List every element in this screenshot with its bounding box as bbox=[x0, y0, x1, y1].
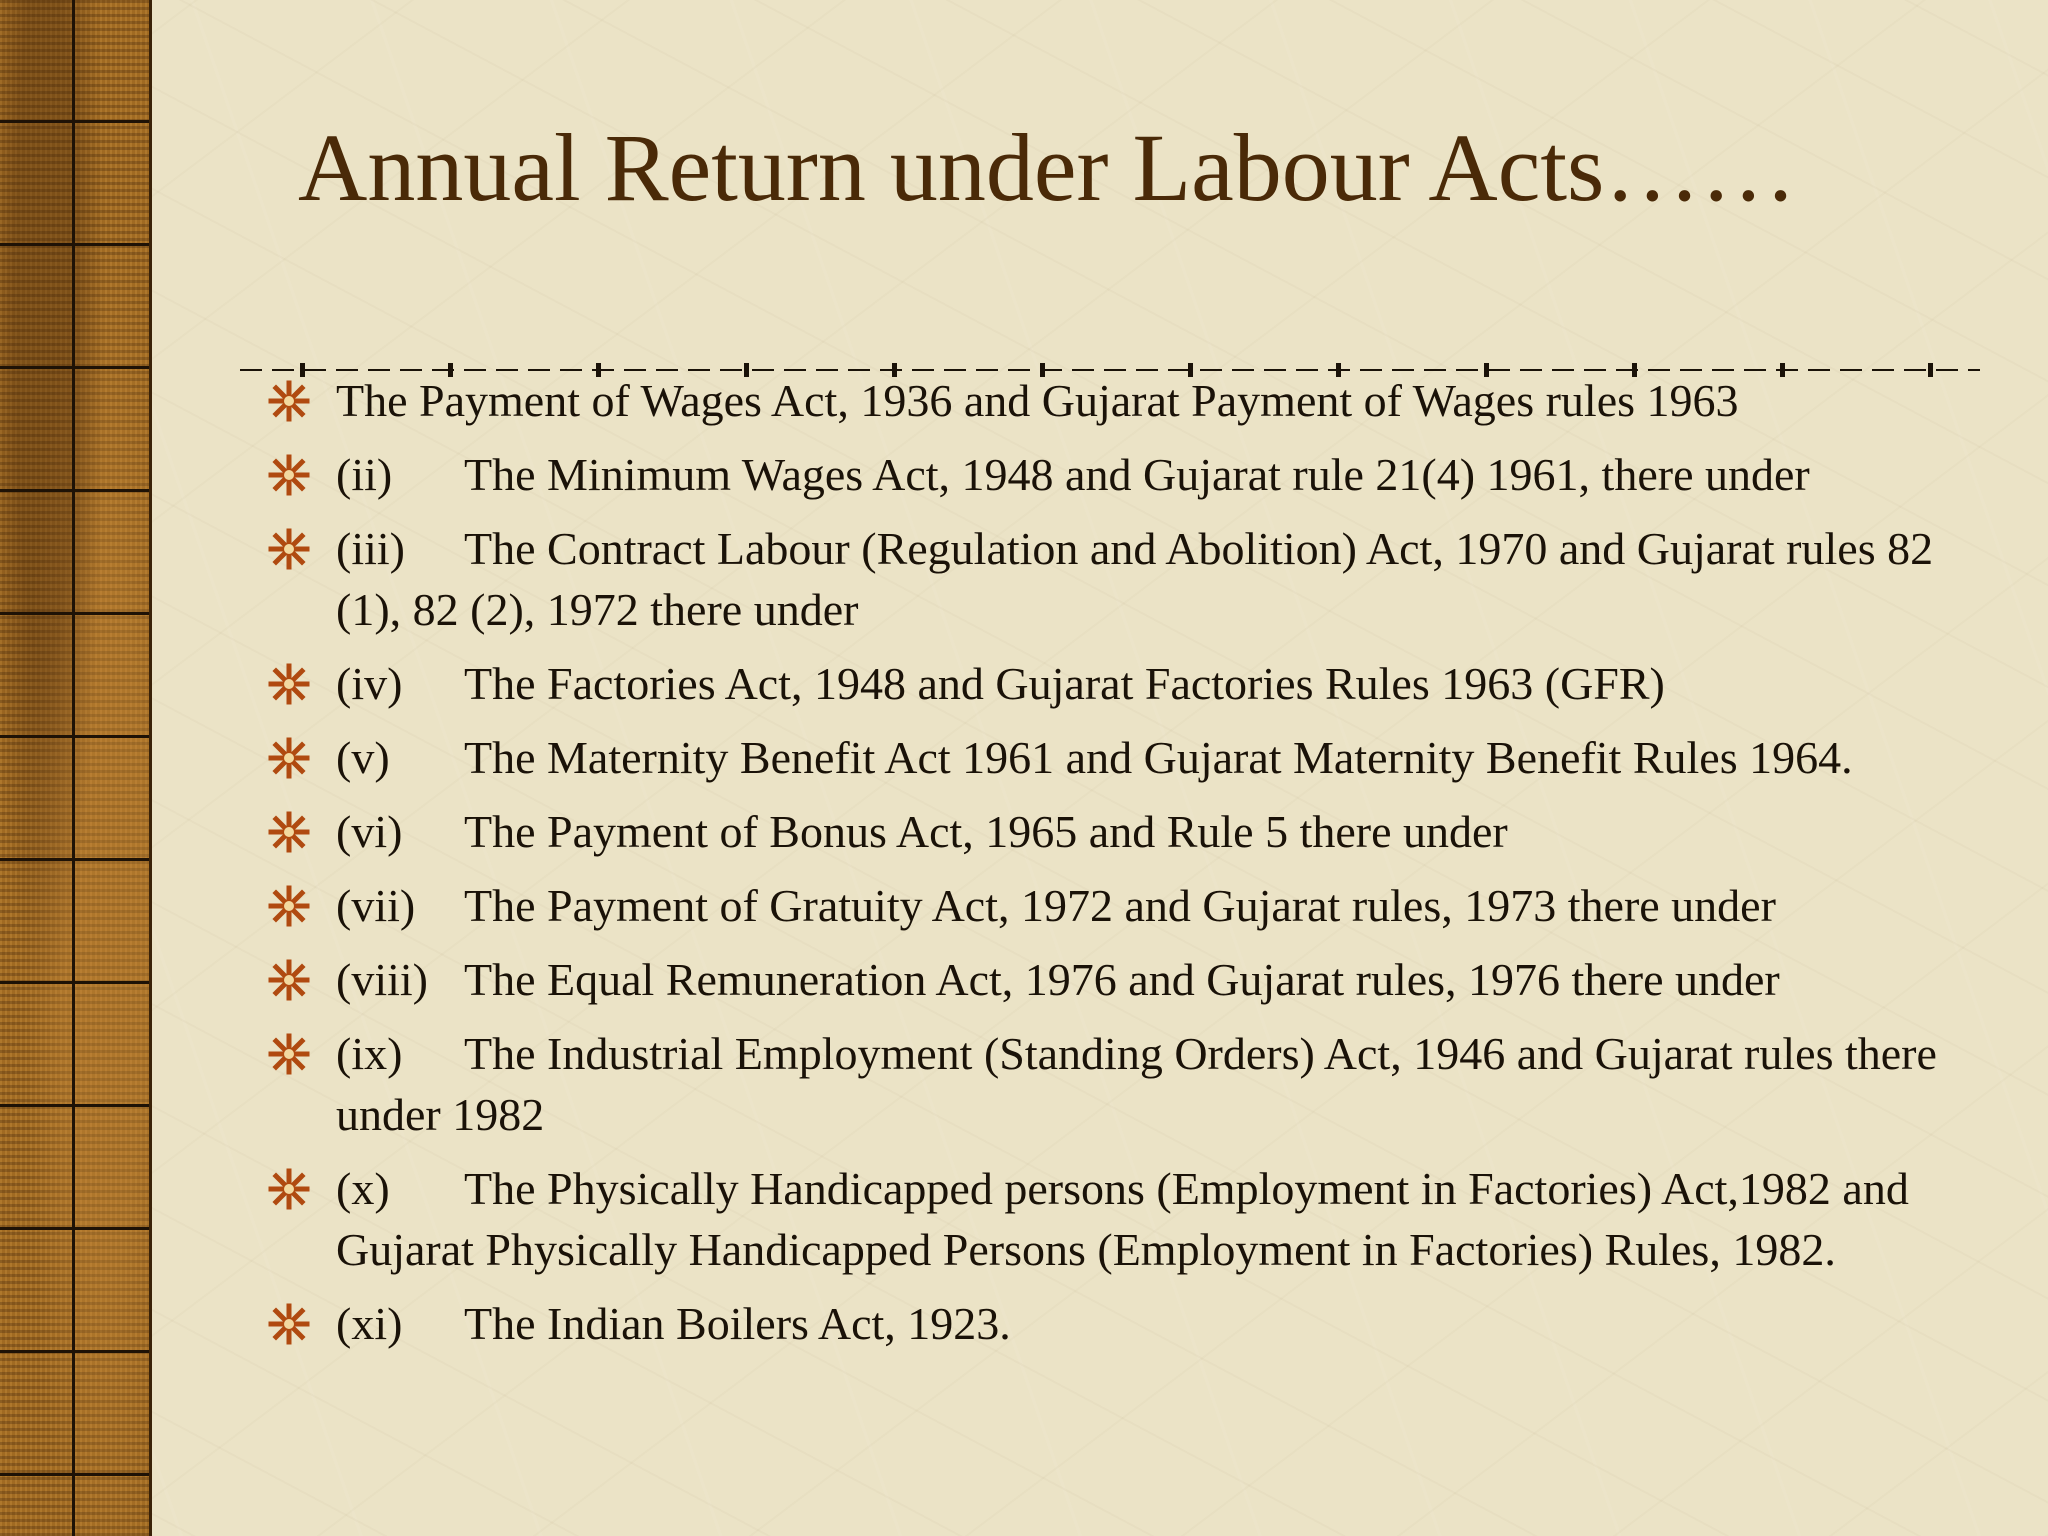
list-item bbox=[268, 518, 1988, 640]
side-border-grid bbox=[0, 0, 149, 1536]
list-item bbox=[268, 949, 1988, 1010]
item-number: (iii) bbox=[336, 523, 405, 574]
list-item bbox=[268, 1023, 1988, 1145]
item-number: (v) bbox=[336, 732, 390, 783]
list-item bbox=[268, 1293, 1988, 1354]
star-bullet-icon bbox=[268, 959, 310, 1001]
decorative-side-border bbox=[0, 0, 152, 1536]
act-text: The Contract Labour (Regulation and Abolition) Act, 1970 and Gujarat rules 82 (1), 82 (2), 1972 there under bbox=[336, 523, 1934, 635]
star-bullet-icon bbox=[268, 663, 310, 705]
star-bullet-icon bbox=[268, 454, 310, 496]
act-text: The Maternity Benefit Act 1961 and Gujarat Maternity Benefit Rules 1964. bbox=[464, 732, 1853, 783]
item-number: (ii) bbox=[336, 449, 393, 500]
list-item bbox=[268, 444, 1988, 505]
item-number: (vi) bbox=[336, 806, 403, 857]
list-item bbox=[268, 875, 1988, 936]
star-bullet-icon bbox=[268, 811, 310, 853]
star-bullet-icon bbox=[268, 528, 310, 570]
act-text: The Factories Act, 1948 and Gujarat Factories Rules 1963 (GFR) bbox=[464, 658, 1665, 709]
act-text: The Indian Boilers Act, 1923. bbox=[464, 1298, 1011, 1349]
act-text: The Payment of Wages Act, 1936 and Gujarat Payment of Wages rules 1963 bbox=[336, 375, 1739, 426]
slide-title: Annual Return under Labour Acts…… bbox=[298, 114, 1797, 221]
act-text: The Minimum Wages Act, 1948 and Gujarat rule 21(4) 1961, there under bbox=[464, 449, 1810, 500]
act-text: The Payment of Bonus Act, 1965 and Rule 5 there under bbox=[464, 806, 1508, 857]
list-item bbox=[268, 370, 1988, 431]
list-item bbox=[268, 1158, 1988, 1280]
act-text: The Physically Handicapped persons (Employment in Factories) Act,1982 and Gujarat Physically Handicapped Persons (Employment in Factories) Rules, 1982. bbox=[336, 1163, 1909, 1275]
item-number: (xi) bbox=[336, 1298, 403, 1349]
list-item bbox=[268, 727, 1988, 788]
star-bullet-icon bbox=[268, 737, 310, 779]
item-number: (x) bbox=[336, 1163, 390, 1214]
list-item bbox=[268, 801, 1988, 862]
star-bullet-icon bbox=[268, 885, 310, 927]
star-bullet-icon bbox=[268, 1168, 310, 1210]
item-number: (iv) bbox=[336, 658, 403, 709]
item-number: (vii) bbox=[336, 880, 416, 931]
list-item bbox=[268, 653, 1988, 714]
act-text: The Industrial Employment (Standing Orders) Act, 1946 and Gujarat rules there under 1982 bbox=[336, 1028, 1937, 1140]
act-text: The Equal Remuneration Act, 1976 and Gujarat rules, 1976 there under bbox=[464, 954, 1780, 1005]
star-bullet-icon bbox=[268, 380, 310, 422]
act-text: The Payment of Gratuity Act, 1972 and Gujarat rules, 1973 there under bbox=[464, 880, 1776, 931]
star-bullet-icon bbox=[268, 1303, 310, 1345]
item-number: (viii) bbox=[336, 954, 428, 1005]
item-number: (ix) bbox=[336, 1028, 403, 1079]
acts-list bbox=[268, 370, 1988, 1367]
star-bullet-icon bbox=[268, 1033, 310, 1075]
